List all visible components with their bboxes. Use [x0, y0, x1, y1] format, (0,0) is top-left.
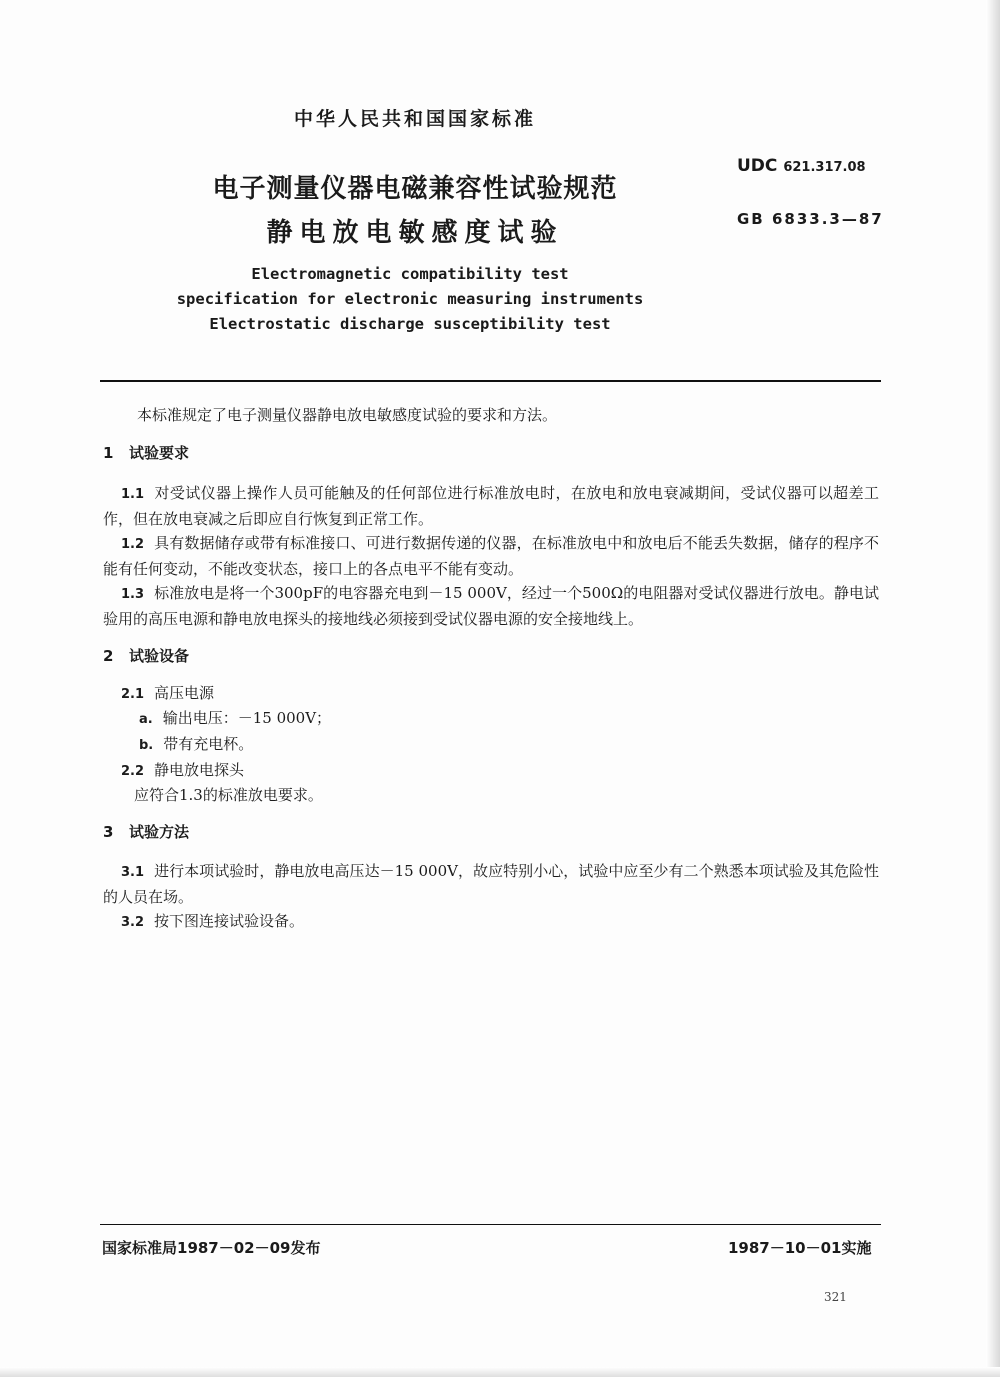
effective-date: 1987－10－01实施 [728, 1239, 872, 1257]
list-item-a [139, 707, 331, 731]
list-marker: a. [139, 712, 153, 727]
section-heading-2 [103, 645, 189, 666]
clause-2-2-note: 应符合1.3的标准放电要求。 [134, 786, 323, 804]
intro-text: 本标准规定了电子测量仪器静电放电敏感度试验的要求和方法。 [137, 406, 558, 424]
english-title-line2: specification for electronic measuring instruments [176, 290, 644, 308]
clause-text: 对受试仪器上操作人员可能触及的任何部位进行标准放电时，在放电和放电衰减期间，受试仪器可以超差工作，但在放电衰减之后即应自行恢复到正常工作。 [103, 484, 879, 528]
footer-divider [100, 1224, 881, 1225]
section-title: 试验方法 [129, 823, 190, 841]
section-title: 试验设备 [129, 647, 190, 665]
udc-number: 621.317.08 [783, 160, 866, 175]
udc-code [737, 156, 866, 176]
header-divider [100, 380, 881, 382]
clause-3-1 [103, 859, 879, 910]
clause-number: 2.1 [121, 687, 145, 702]
clause-number: 2.2 [121, 764, 145, 779]
section-title: 试验要求 [129, 444, 190, 462]
gb-code: GB 6833.3—87 [737, 210, 884, 228]
clause-3-2 [121, 910, 304, 934]
section-number: 3 [103, 823, 114, 841]
clause-text: 按下图连接试验设备。 [154, 912, 305, 930]
list-marker: b. [139, 738, 154, 753]
title-chinese-line2: 静电放电敏感度试验 [266, 218, 564, 248]
clause-2-1 [121, 682, 214, 706]
clause-text: 具有数据储存或带有标准接口、可进行数据传递的仪器，在标准放电中和放电后不能丢失数据，储存的程序不能有任何变动，不能改变状态，接口上的各点电平不能有变动。 [103, 534, 879, 578]
clause-text: 静电放电探头 [154, 761, 245, 779]
section-number: 2 [103, 647, 114, 665]
english-title-line1: Electromagnetic compatibility test [251, 265, 569, 283]
clause-number: 1.2 [121, 537, 145, 552]
section-heading-1 [103, 442, 189, 463]
national-standard-heading: 中华人民共和国国家标准 [293, 108, 536, 130]
clause-2-2 [121, 759, 244, 783]
clause-text: 高压电源 [154, 684, 215, 702]
page-number: 321 [824, 1290, 847, 1304]
clause-text: 标准放电是将一个300pF的电容器充电到－15 000V，经过一个500Ω的电阻器对受试仪器进行放电。静电试验用的高压电源和静电放电探头的接地线必须接到受试仪器电源的安全接地线上。 [103, 584, 879, 628]
clause-number: 1.3 [121, 587, 145, 602]
issue-date: 国家标准局1987－02－09发布 [102, 1239, 321, 1257]
clause-number: 3.1 [121, 865, 145, 880]
clause-number: 1.1 [121, 487, 145, 502]
list-item-text: 带有充电杯。 [163, 735, 254, 753]
section-heading-3 [103, 821, 189, 842]
clause-number: 3.2 [121, 915, 145, 930]
section-number: 1 [103, 444, 114, 462]
clause-1-3 [103, 581, 879, 632]
clause-1-2 [103, 531, 879, 582]
intro-paragraph [103, 403, 879, 428]
english-title-line3: Electrostatic discharge susceptibility test [209, 315, 611, 333]
page-bottom-shadow [0, 1367, 1000, 1377]
clause-1-1 [103, 481, 879, 532]
clause-text: 进行本项试验时，静电放电高压达－15 000V，故应特别小心，试验中应至少有二个熟悉本项试验及其危险性的人员在场。 [103, 862, 879, 906]
list-item-text: 输出电压：－15 000V； [162, 709, 332, 727]
title-chinese-line1: 电子测量仪器电磁兼容性试验规范 [212, 174, 618, 204]
page-edge-shadow [986, 0, 1000, 1377]
udc-label: UDC [737, 156, 778, 176]
list-item-b [139, 733, 253, 757]
